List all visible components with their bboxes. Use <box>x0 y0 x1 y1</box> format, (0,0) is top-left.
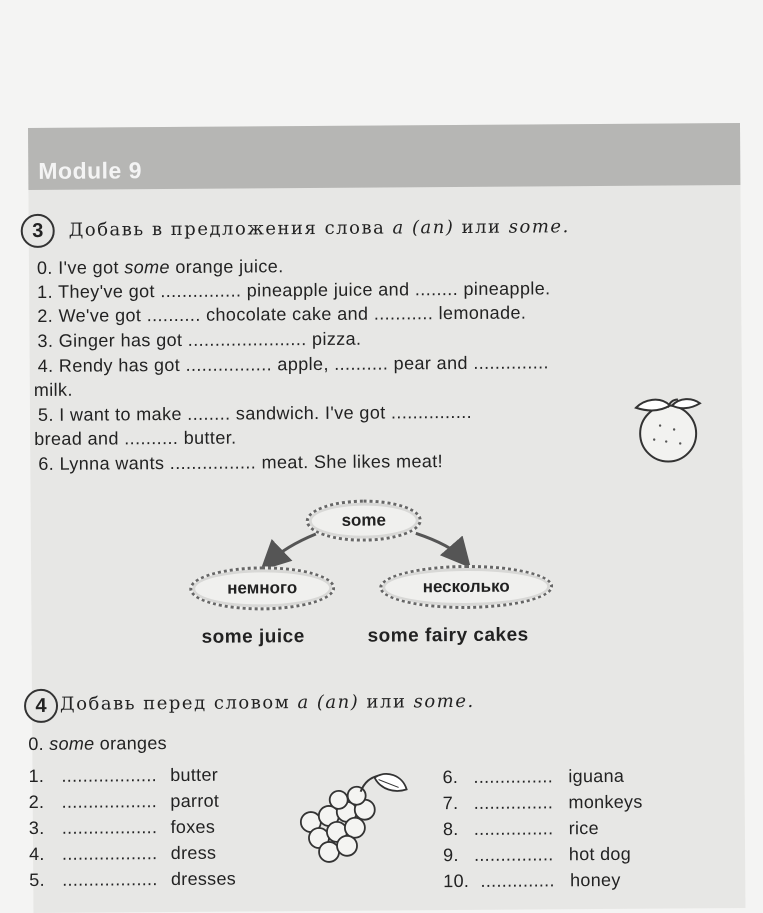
instruction-or: или <box>461 216 502 238</box>
ex3-line-4-cont: milk. <box>33 379 73 400</box>
ex4-item-6: 6. ............... iguana <box>442 765 625 788</box>
example-some-juice: some juice <box>201 626 305 648</box>
ex3-line-3: 3. Ginger has got ...................... pizza. <box>37 328 362 351</box>
exercise-4-number: 4 <box>24 689 58 723</box>
ex4-item-4: 4. .................. dress <box>28 842 217 865</box>
ex3-line-6: 6. Lynna wants ................ meat. She likes meat! <box>38 451 444 474</box>
exercise-4-instruction: Добавь перед словом a (an) или some. <box>59 690 475 715</box>
exercise-3-number: 3 <box>21 214 55 248</box>
ex3-line-5: 5. I want to make ........ sandwich. I've got ............... <box>37 401 473 425</box>
ex4-item-2: 2. .................. parrot <box>28 790 220 813</box>
ex3-line-1: 1. They've got ............... pineapple juice and ........ pineapple. <box>37 278 551 302</box>
ex3-line-5-cont: bread and .......... butter. <box>34 427 237 449</box>
ex4-item-7: 7. ............... monkeys <box>442 791 643 814</box>
ex4-item-5: 5. .................. dresses <box>29 868 237 891</box>
ex3-line-2: 2. We've got .......... chocolate cake and ........... lemonade. <box>37 302 527 326</box>
bubble-nemnogo: немного <box>189 566 335 611</box>
ex4-item-3: 3. .................. foxes <box>28 816 216 839</box>
ex4-item-8: 8. ............... rice <box>442 818 599 840</box>
ex4-example: 0. some oranges <box>28 733 167 755</box>
bubble-some: some <box>306 499 422 542</box>
module-title: Module 9 <box>38 157 143 184</box>
ex4-item-9: 9. ............... hot dog <box>443 843 632 866</box>
workbook-page <box>28 123 745 913</box>
ex3-line-0: 0. I've got some orange juice. <box>36 256 284 278</box>
instruction-some: some. <box>508 216 570 238</box>
ex4-item-10: 10. .............. honey <box>443 869 621 892</box>
grapes-icon <box>290 769 411 870</box>
example-some-fairy-cakes: some fairy cakes <box>367 624 529 647</box>
ex4-item-1: 1. .................. butter <box>28 764 219 787</box>
ex3-line-4: 4. Rendy has got ................ apple, .......... pear and .............. <box>37 352 549 376</box>
instruction-a-an: a (an) <box>392 217 455 239</box>
instruction-lead: Добавь в предложения слова <box>68 217 386 241</box>
bubble-neskolko: несколько <box>379 564 553 609</box>
